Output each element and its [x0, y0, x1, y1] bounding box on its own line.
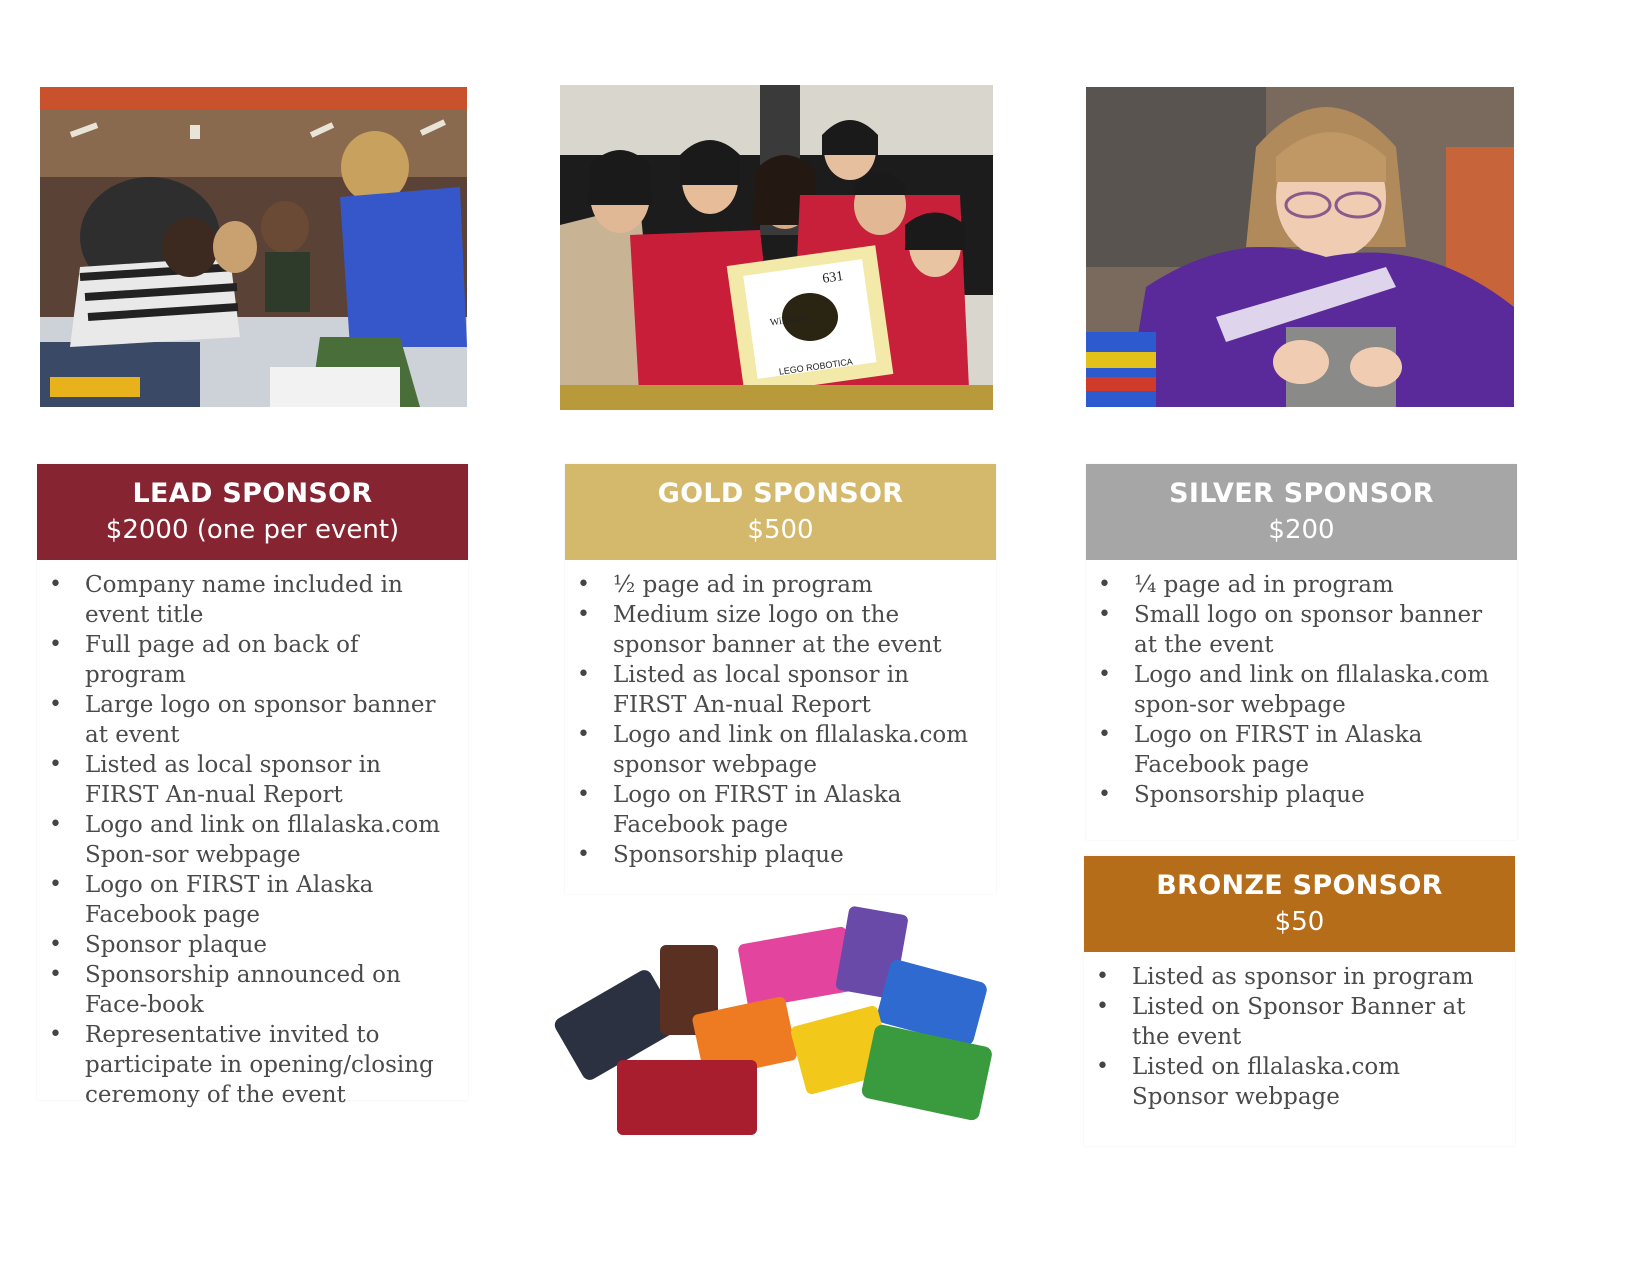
- list-item: • ¼ page ad in program: [1134, 570, 1503, 600]
- list-item: • Listed on Sponsor Banner at the event: [1132, 992, 1501, 1052]
- list-item: • Full page ad on back of program: [85, 630, 454, 690]
- lead-sponsor-card: [37, 464, 468, 1108]
- list-item: • Logo and link on fllalaska.com spon-sor webpage: [1134, 660, 1503, 720]
- list-item: • Sponsor plaque: [85, 930, 454, 960]
- silver-sponsor-title: SILVER SPONSOR: [1169, 478, 1434, 509]
- silver-sponsor-card: [1086, 464, 1517, 840]
- photo-girl-building-robot: [1086, 87, 1514, 407]
- list-item: • Company name included in event title: [85, 570, 454, 630]
- lead-sponsor-header: [37, 464, 468, 560]
- bronze-sponsor-card: [1084, 856, 1515, 1146]
- list-item: • Sponsorship plaque: [613, 840, 982, 870]
- lead-sponsor-title: LEAD SPONSOR: [132, 478, 373, 509]
- banner-number: 631: [821, 269, 845, 287]
- list-item: • Medium size logo on the sponsor banner at the event: [613, 600, 982, 660]
- list-item: • Logo and link on fllalaska.com sponsor webpage: [613, 720, 982, 780]
- lead-sponsor-price: $2000 (one per event): [105, 515, 400, 545]
- list-item: • Sponsorship announced on Face-book: [85, 960, 454, 1020]
- list-item: • Logo on FIRST in Alaska Facebook page: [85, 870, 454, 930]
- gold-sponsor-card: [565, 464, 996, 894]
- lead-benefit-list: [37, 560, 468, 1110]
- list-item: • Sponsorship plaque: [1134, 780, 1503, 810]
- list-item: • Logo and link on fllalaska.com Spon-sor webpage: [85, 810, 454, 870]
- list-item: • Representative invited to participate in opening/closing ceremony of the event: [85, 1020, 454, 1110]
- list-item: • Logo on FIRST in Alaska Facebook page: [1134, 720, 1503, 780]
- list-item: • Logo on FIRST in Alaska Facebook page: [613, 780, 982, 840]
- gold-benefit-list: [565, 560, 996, 870]
- silver-sponsor-header: [1086, 464, 1517, 560]
- list-item: • Large logo on sponsor banner at event: [85, 690, 454, 750]
- silver-benefit-list: [1086, 560, 1517, 810]
- photo-lego-crayons: [552, 895, 1012, 1145]
- bronze-benefit-list: [1084, 952, 1515, 1112]
- banner-caption: LEGO ROBOTICA: [778, 356, 854, 377]
- gold-sponsor-title: GOLD SPONSOR: [657, 478, 904, 509]
- list-item: • Listed as local sponsor in FIRST An-nual Report: [85, 750, 454, 810]
- bronze-sponsor-price: $50: [1274, 907, 1325, 937]
- list-item: • ½ page ad in program: [613, 570, 982, 600]
- gold-sponsor-price: $500: [747, 515, 814, 545]
- list-item: • Listed as local sponsor in FIRST An-nual Report: [613, 660, 982, 720]
- list-item: • Listed as sponsor in program: [1132, 962, 1501, 992]
- banner-name: Williwaw: [769, 312, 810, 329]
- photo-team-with-banner: [560, 85, 993, 410]
- list-item: • Listed on fllalaska.com Sponsor webpage: [1132, 1052, 1501, 1112]
- list-item: • Small logo on sponsor banner at the event: [1134, 600, 1503, 660]
- bronze-sponsor-title: BRONZE SPONSOR: [1156, 870, 1443, 901]
- silver-sponsor-price: $200: [1268, 515, 1335, 545]
- gold-sponsor-header: [565, 464, 996, 560]
- bronze-sponsor-header: [1084, 856, 1515, 952]
- photo-referee-robot-table: [40, 87, 467, 407]
